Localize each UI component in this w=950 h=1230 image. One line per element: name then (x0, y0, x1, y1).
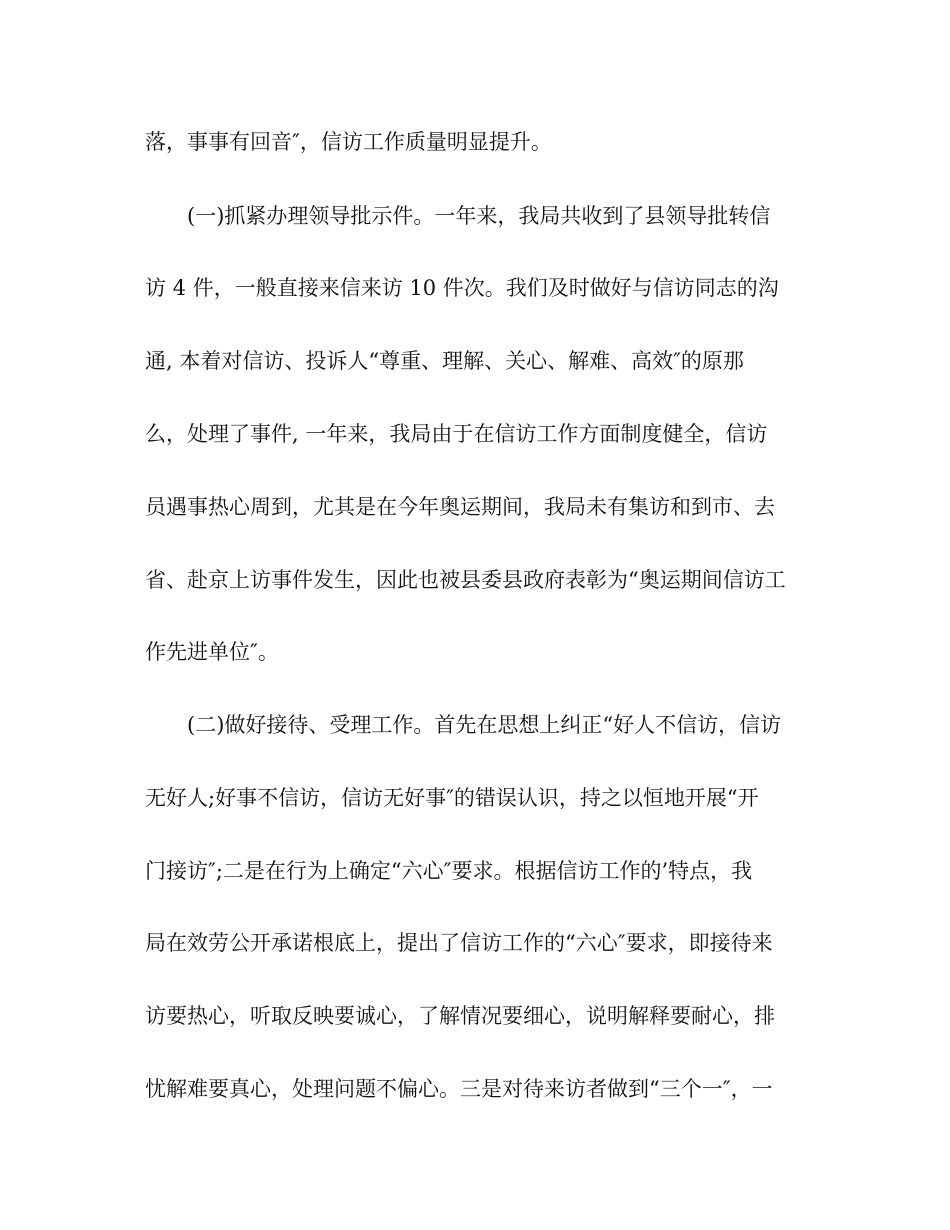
text-line: 局在效劳公开承诺根底上，提出了信访工作的“六心″要求，即接待来 (145, 931, 773, 955)
text-line: 忧解难要真心，处理问题不偏心。三是对待来访者做到“三个一″，一 (145, 1077, 773, 1101)
text-line: 访要热心，听取反映要诚心，了解情况要细心，说明解释要耐心，排 (145, 1004, 775, 1028)
text-line: 员遇事热心周到，尤其是在今年奥运期间，我局未有集访和到市、去 (145, 495, 775, 519)
text-line: 无好人;好事不信访，信访无好事″的错误认识，持之以恒地开展“开 (145, 786, 759, 810)
text-line: 省、赴京上访事件发生，因此也被县委县政府表彰为“奥运期间信访工 (145, 568, 786, 592)
text-line: 访 4 件，一般直接来信来访 10 件次。我们及时做好与信访同志的沟 (145, 276, 779, 300)
text-line: 门接访″;二是在行为上确定“六心″要求。根据信访工作的’特点，我 (145, 859, 753, 883)
text-line: 通, 本着对信访、投诉人“尊重、理解、关心、解难、高效″的原那 (145, 349, 744, 373)
text-line: 么，处理了事件, 一年来，我局由于在信访工作方面制度健全，信访 (145, 422, 768, 446)
text-line: 作先进单位″。 (145, 640, 279, 664)
paragraph-first-line: (一)抓紧办理领导批示件。一年来，我局共收到了县领导批转信 (187, 204, 771, 228)
paragraph-first-line: (二)做好接待、受理工作。首先在思想上纠正“好人不信访，信访 (187, 713, 782, 737)
text-line: 落，事事有回音″，信访工作质量明显提升。 (145, 130, 552, 154)
